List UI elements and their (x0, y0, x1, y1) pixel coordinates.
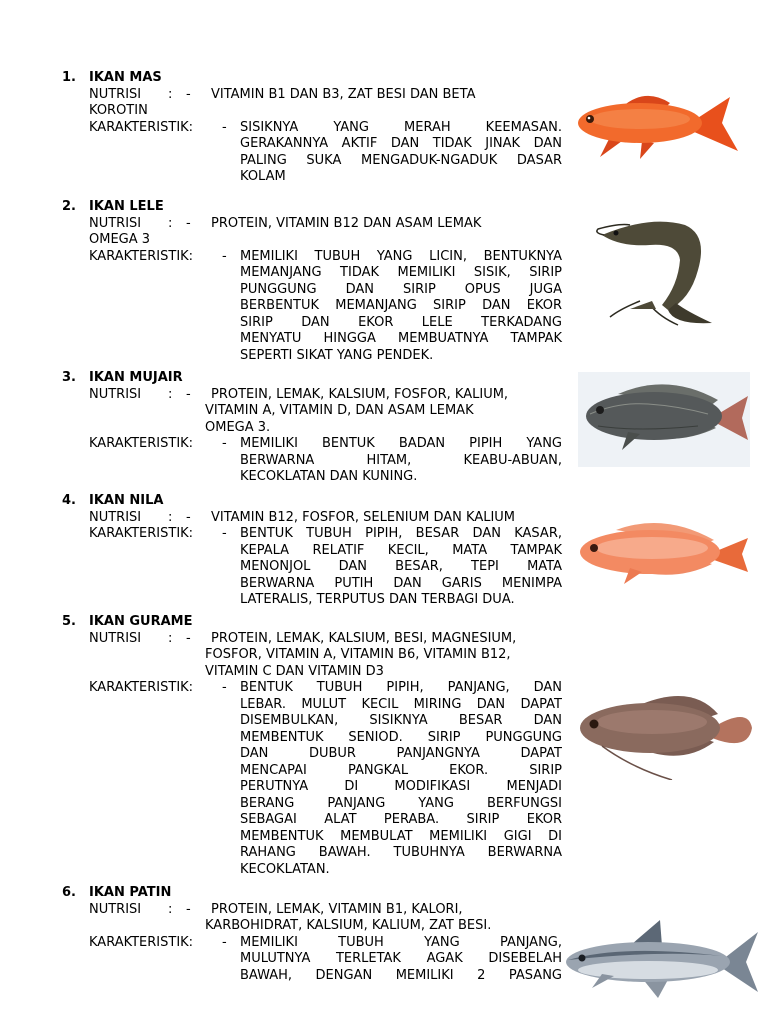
red-tilapia-image (572, 512, 752, 594)
nutrisi-label: NUTRISI (89, 509, 142, 525)
colon: : (168, 901, 173, 917)
nutrisi-text: OMEGA 3 (89, 232, 151, 247)
colon: : (168, 630, 173, 646)
karakteristik-text: RAHANG BAWAH. TUBUHNYA BERWARNA (240, 845, 562, 860)
karakteristik-block (62, 120, 562, 186)
karakteristik-label: KARAKTERISTIK: (89, 526, 194, 541)
entry-number: 4. (62, 493, 76, 508)
nutrisi-line (62, 387, 562, 404)
karakteristik-text: MULUTNYA TERLETAK AGAK DISEBELAH (240, 951, 562, 966)
karakteristik-text: BERANG PANJANG YANG BERFUNGSI (240, 795, 562, 811)
entry-name: IKAN LELE (89, 199, 164, 214)
karakteristik-text: PUNGGUNG DAN SIRIP OPUS JUGA (240, 281, 562, 297)
karakteristik-text: BENTUK TUBUH PIPIH, BESAR DAN KASAR, (240, 526, 562, 541)
karakteristik-text: SEPERTI SIKAT YANG PENDEK. (240, 347, 434, 363)
karakteristik-label: KARAKTERISTIK: (89, 680, 194, 695)
colon: : (168, 509, 173, 525)
entry-number: 3. (62, 370, 76, 385)
karakteristik-label: KARAKTERISTIK: (89, 934, 194, 950)
karakteristik-text: GERAKANNYA AKTIF DAN TIDAK JINAK DAN (240, 136, 562, 151)
entry-title (62, 70, 562, 87)
nutrisi-text: VITAMIN B1 DAN B3, ZAT BESI DAN BETA (211, 86, 476, 102)
karakteristik-text: BAWAH, DENGAN MEMILIKI 2 PASANG (240, 967, 562, 983)
goldfish-image (570, 85, 745, 165)
dash: - (222, 526, 227, 541)
entry-title (62, 199, 562, 216)
karakteristik-text: DISEMBULKAN, SISIKNYA BESAR DAN (240, 713, 562, 728)
fish-entry-lele (62, 199, 562, 364)
nutrisi-line (62, 631, 562, 648)
nutrisi-text: VITAMIN C DAN VITAMIN D3 (205, 663, 384, 679)
catfish-image (590, 205, 730, 335)
dash: - (186, 901, 191, 917)
karakteristik-text: MENONJOL DAN BESAR, TEPI MATA (240, 559, 562, 574)
entry-number: 6. (62, 885, 76, 900)
karakteristik-block (62, 680, 562, 878)
nutrisi-line (62, 902, 562, 919)
nutrisi-label: NUTRISI (89, 215, 142, 231)
entry-name: IKAN MUJAIR (89, 370, 183, 385)
colon: : (168, 86, 173, 102)
fish-entry-gurame (62, 614, 562, 878)
dash: - (186, 386, 191, 402)
karakteristik-text: DAN DUBUR PANJANGNYA DAPAT (240, 746, 562, 761)
karakteristik-text: BENTUK TUBUH PIPIH, PANJANG, DAN (240, 680, 562, 695)
nutrisi-label: NUTRISI (89, 901, 142, 917)
fish-entry-patin (62, 885, 562, 984)
karakteristik-text: SISIKNYA YANG MERAH KEEMASAN. (240, 119, 562, 135)
karakteristik-text: KEPALA RELATIF KECIL, MATA TAMPAK (240, 542, 562, 558)
nutrisi-text: FOSFOR, VITAMIN A, VITAMIN B6, VITAMIN B12, (205, 647, 511, 662)
nutrisi-text: OMEGA 3. (205, 419, 271, 435)
karakteristik-block (62, 935, 562, 985)
nutrisi-text: VITAMIN A, VITAMIN D, DAN ASAM LEMAK (205, 403, 474, 418)
karakteristik-label: KARAKTERISTIK: (89, 436, 194, 451)
nutrisi-text: PROTEIN, LEMAK, KALSIUM, FOSFOR, KALIUM, (211, 386, 509, 402)
nutrisi-label: NUTRISI (89, 86, 142, 102)
entry-title (62, 370, 562, 387)
karakteristik-block (62, 526, 562, 609)
fish-entry-mas (62, 70, 562, 186)
karakteristik-text: MENYATU HINGGA MEMBUATNYA TAMPAK (240, 331, 562, 346)
karakteristik-text: KECOKLATAN. (240, 861, 330, 877)
entry-number: 5. (62, 614, 76, 629)
dash: - (186, 215, 191, 231)
karakteristik-text: MEMILIKI TUBUH YANG LICIN, BENTUKNYA (240, 248, 562, 264)
karakteristik-text: KOLAM (240, 169, 286, 184)
karakteristik-text: PERUTNYA DI MODIFIKASI MENJADI (240, 779, 562, 794)
karakteristik-text: SIRIP DAN EKOR LELE TERKADANG (240, 314, 562, 330)
nutrisi-text: VITAMIN B12, FOSFOR, SELENIUM DAN KALIUM (211, 509, 516, 525)
karakteristik-text: LEBAR. MULUT KECIL MIRING DAN DAPAT (240, 696, 562, 712)
nutrisi-line (62, 510, 562, 527)
nutrisi-text: PROTEIN, VITAMIN B12 DAN ASAM LEMAK (211, 215, 482, 231)
karakteristik-text: MEMILIKI BENTUK BADAN PIPIH YANG (240, 436, 562, 451)
entry-number: 1. (62, 70, 76, 85)
fish-entry-nila (62, 493, 562, 609)
nutrisi-text: PROTEIN, LEMAK, KALSIUM, BESI, MAGNESIUM, (211, 630, 517, 646)
dash: - (222, 680, 227, 695)
karakteristik-text: MENCAPAI PANGKAL EKOR. SIRIP (240, 762, 562, 778)
entry-name: IKAN GURAME (89, 614, 193, 629)
nutrisi-text: KARBOHIDRAT, KALSIUM, KALIUM, ZAT BESI. (205, 918, 492, 933)
dash: - (186, 630, 191, 646)
karakteristik-text: PALING SUKA MENGADUK-NGADUK DASAR (240, 152, 562, 168)
karakteristik-text: BERWARNA PUTIH DAN GARIS MENIMPA (240, 575, 562, 591)
gourami-image (572, 688, 754, 780)
karakteristik-label: KARAKTERISTIK: (89, 248, 194, 264)
nutrisi-line (62, 216, 562, 233)
entry-title (62, 885, 562, 902)
karakteristik-text: BERBENTUK MEMANJANG SIRIP DAN EKOR (240, 298, 562, 313)
nutrisi-text: PROTEIN, LEMAK, VITAMIN B1, KALORI, (211, 901, 463, 917)
dash: - (186, 86, 191, 102)
colon: : (168, 386, 173, 402)
karakteristik-text: BERWARNA HITAM, KEABU-ABUAN, (240, 452, 562, 468)
dash: - (222, 248, 227, 264)
entry-title (62, 614, 562, 631)
entry-name: IKAN NILA (89, 493, 164, 508)
karakteristik-block (62, 249, 562, 365)
entry-name: IKAN PATIN (89, 885, 172, 900)
entry-title (62, 493, 562, 510)
nutrisi-label: NUTRISI (89, 630, 142, 646)
karakteristik-text: MEMBENTUK MEMBULAT MEMILIKI GIGI DI (240, 828, 562, 844)
fish-entry-mujair (62, 370, 562, 486)
entry-number: 2. (62, 199, 76, 214)
nutrisi-text: KOROTIN (89, 103, 148, 118)
dash: - (222, 934, 227, 950)
tilapia-image (578, 372, 750, 467)
dash: - (186, 509, 191, 525)
pangasius-image (562, 914, 762, 1006)
karakteristik-text: MEMANJANG TIDAK MEMILIKI SISIK, SIRIP (240, 265, 562, 280)
karakteristik-text: MEMBENTUK SENIOD. SIRIP PUNGGUNG (240, 729, 562, 745)
nutrisi-label: NUTRISI (89, 386, 142, 402)
karakteristik-text: KECOKLATAN DAN KUNING. (240, 469, 418, 484)
nutrisi-line (62, 87, 562, 104)
karakteristik-text: LATERALIS, TERPUTUS DAN TERBAGI DUA. (240, 592, 515, 607)
karakteristik-block (62, 436, 562, 486)
dash: - (222, 436, 227, 451)
colon: : (168, 215, 173, 231)
karakteristik-label: KARAKTERISTIK: (89, 119, 194, 135)
dash: - (222, 119, 227, 135)
karakteristik-text: SEBAGAI ALAT PERABA. SIRIP EKOR (240, 812, 562, 827)
entry-name: IKAN MAS (89, 70, 162, 85)
karakteristik-text: MEMILIKI TUBUH YANG PANJANG, (240, 934, 562, 950)
